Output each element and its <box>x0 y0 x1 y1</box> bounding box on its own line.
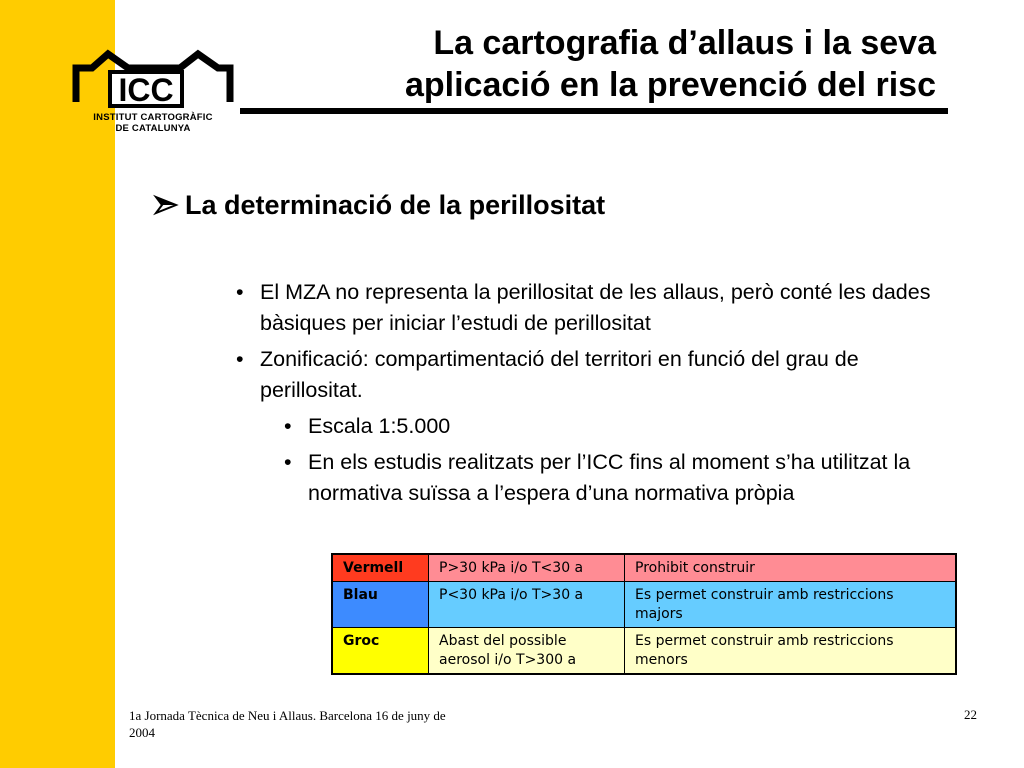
slide-title <box>405 22 936 106</box>
page-number: 22 <box>964 707 977 722</box>
slide-title-line1: La cartografia d’allaus i la seva <box>433 24 936 62</box>
table-row-red <box>332 554 956 582</box>
bullet-dot: • <box>236 347 244 371</box>
section-heading-text: La determinació de la perillositat <box>185 190 606 220</box>
list-item-text: El MZA no representa la perillositat de les allaus, però conté les dades bàsiques per iniciar l’estudi de perillositat <box>260 280 931 335</box>
bullet-dot: • <box>236 280 244 304</box>
criteria-cell: Abast del possible aerosol i/o T>300 a <box>429 628 625 675</box>
criteria-cell: P>30 kPa i/o T<30 a <box>429 554 625 582</box>
bullet-dot: • <box>284 414 292 438</box>
rule-cell: Es permet construir amb restriccions menors <box>625 628 957 675</box>
list-item-text: En els estudis realitzats per l’ICC fins al moment s’ha utilitzat la normativa suïssa a l’espera d’una normativa pròpia <box>308 450 911 505</box>
list-item <box>236 344 966 406</box>
slide-title-line2: aplicació en la prevenció del risc <box>404 66 936 104</box>
list-item-text: Escala 1:5.000 <box>308 414 451 438</box>
sub-list-item <box>284 411 966 442</box>
arrow-bullet-icon <box>153 194 179 216</box>
logo-caption-line1: INSTITUT CARTOGRÀFIC <box>93 112 213 123</box>
table-row-blue <box>332 582 956 628</box>
list-item <box>236 277 966 339</box>
hazard-zone-table <box>331 553 957 675</box>
list-item-text: Zonificació: compartimentació del territori en funció del grau de perillositat. <box>260 347 859 402</box>
logo-caption <box>90 112 216 134</box>
bullet-dot: • <box>284 450 292 474</box>
icc-logo <box>70 46 235 146</box>
criteria-cell: P<30 kPa i/o T>30 a <box>429 582 625 628</box>
footer-event: 1a Jornada Tècnica de Neu i Allaus. Barcelona 16 de juny de 2004 <box>129 708 446 740</box>
zone-cell: Groc <box>332 628 429 675</box>
sub-list-item <box>284 447 966 509</box>
bullet-list <box>236 277 966 514</box>
section-heading <box>153 188 605 222</box>
zone-cell: Vermell <box>332 554 429 582</box>
title-underline <box>240 108 948 114</box>
logo-caption-line2: DE CATALUNYA <box>115 123 191 134</box>
rule-cell: Prohibit construir <box>625 554 957 582</box>
logo-abbr-text: ICC <box>118 72 174 108</box>
rule-cell: Es permet construir amb restriccions majors <box>625 582 957 628</box>
icc-logo-icon <box>70 46 235 112</box>
table-row-yellow <box>332 628 956 675</box>
zone-cell: Blau <box>332 582 429 628</box>
